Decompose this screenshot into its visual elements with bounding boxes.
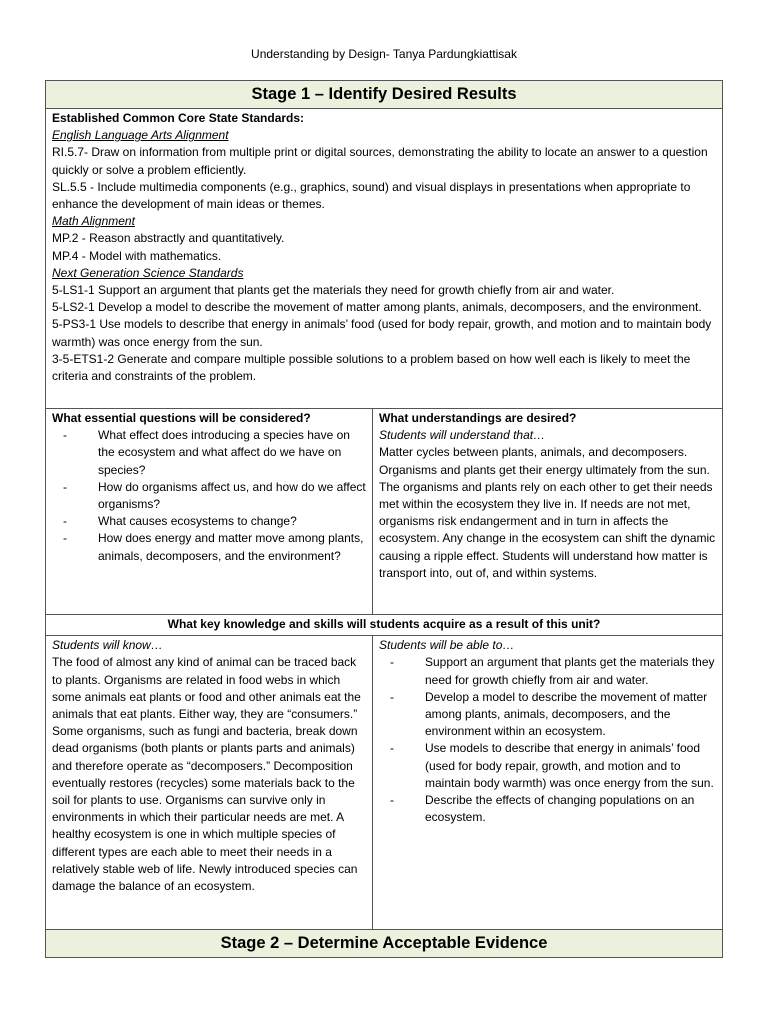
students-know-text: The food of almost any kind of animal can be traced back to plants. Organisms are related in food webs in which some animals eat plants or food and other animals eat the animals that eat plants. Either way, they are “consumers.” Some organisms, such as fungi and bacteria, break down dead organisms (both plants or plants parts and animals) and therefore operate as “decomposers.” Decomposition eventually restores (recycles) some materials back to the soil for plants to use. Organisms can survive only in environments in which their particular needs are met. A healthy ecosystem is one in which multiple species of different types are each able to meet their needs in a relatively stable web of life. Newly introduced species can damage the balance of an ecosystem. [52,655,361,894]
document-title: Understanding by Design- Tanya Pardungkiattisak [251,47,517,61]
list-item: - Develop a model to describe the movement of matter among plants, animals, decomposers, and the environment within an ecosystem. [425,689,716,741]
understandings-text: Matter cycles between plants, animals, and decomposers. Organisms and plants get their energy ultimately from the sun. The organisms and plants rely on each other to get their needs met within the ecosystem they live in. If needs are not met, organisms risk endangerment and in turn in affects the ecosystem. Any change in the ecosystem can shift the dynamic causing a ripple effect. Students will understand how matter is transport into, out of, and within systems. [379,445,716,580]
standards-heading: Established Common Core State Standards: [52,111,305,125]
list-item: - How does energy and matter move among plants, animals, decomposers, and the environment? [98,530,366,564]
list-item: - Use models to describe that energy in animals’ food (used for body repair, growth, and motion and to maintain body warmth) was once energy from the sun. [425,740,716,792]
standard-item: RI.5.7- Draw on information from multiple print or digital sources, demonstrating the ability to locate an answer to a question quickly or solve a problem efficiently. [52,145,708,177]
understandings-cell [373,409,723,615]
standards-row [46,109,723,409]
standards-cell [46,109,723,409]
list-item: - What effect does introducing a species have on the ecosystem and what affect do we have on species? [98,427,366,479]
students-able-cell [373,636,723,930]
standard-item: MP.4 - Model with mathematics. [52,248,222,263]
knowledge-skills-header-row [46,615,723,636]
standard-item: 3-5-ETS1-2 Generate and compare multiple possible solutions to a problem based on how well each is likely to meet the criteria and constraints of the problem. [52,351,691,384]
list-item: - Describe the effects of changing populations on an ecosystem. [425,792,716,826]
list-item: - What causes ecosystems to change? [98,513,366,530]
questions-understandings-row [46,409,723,615]
stage2-title: Stage 2 – Determine Acceptable Evidence [46,930,723,958]
standard-item: 5-LS2-1 Develop a model to describe the movement of matter among plants, animals, decomposers, and the environment. [52,300,702,315]
ngss-label: Next Generation Science Standards [52,265,244,280]
essential-questions-cell [46,409,373,615]
math-label: Math Alignment [52,214,135,229]
ela-label: English Language Arts Alignment [52,128,229,143]
list-item: - How do organisms affect us, and how do we affect organisms? [98,479,366,513]
students-able-list [379,654,716,826]
essential-questions-list [52,427,366,565]
list-item: - Support an argument that plants get the materials they need for growth chiefly from air and water. [425,654,716,688]
stage2-header-row [46,930,723,958]
standard-item: MP.2 - Reason abstractly and quantitatively. [52,231,285,246]
ubd-table [45,80,723,958]
knowledge-skills-row [46,636,723,930]
students-know-label: Students will know… [52,638,163,653]
stage1-header-row [46,81,723,109]
understandings-heading: What understandings are desired? [379,411,577,425]
stage1-title: Stage 1 – Identify Desired Results [46,81,723,109]
students-able-label: Students will be able to… [379,638,515,653]
standard-item: 5-PS3-1 Use models to describe that energy in animals’ food (used for body repair, growth, and motion and to maintain body warmth) was once energy from the sun. [52,317,712,349]
knowledge-skills-heading: What key knowledge and skills will students acquire as a result of this unit? [46,615,723,636]
standard-item: SL.5.5 - Include multimedia components (e.g., graphics, sound) and visual displays in presentations when appropriate to enhance the development of main ideas or themes. [52,179,691,212]
understandings-subheading: Students will understand that… [379,428,546,443]
students-know-cell [46,636,373,930]
essential-questions-heading: What essential questions will be considered? [52,411,311,425]
standard-item: 5-LS1-1 Support an argument that plants get the materials they need for growth chiefly from air and water. [52,283,615,298]
